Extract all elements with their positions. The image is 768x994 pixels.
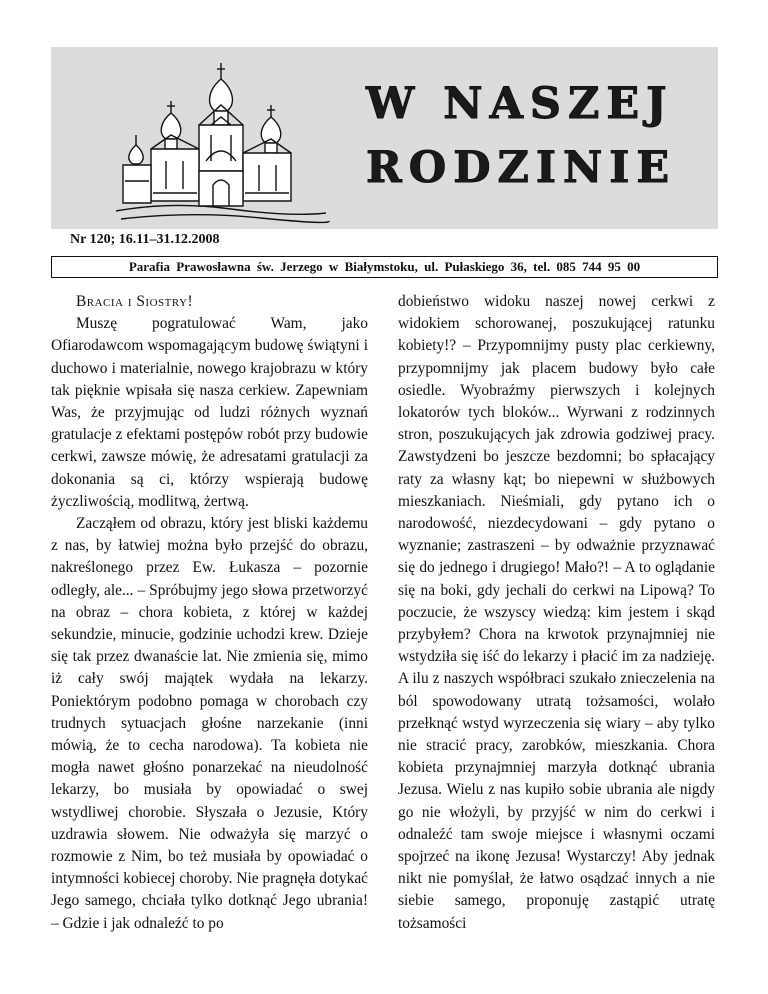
article-paragraph-continued: dobieństwo widoku naszej nowej cerkwi z widokiem schorowanej, poszukującej ratunku kobiety!? – Przypomnijmy pusty plac cerkiewny, przypomnijmy jak placem budowy było całe osiedle. Wyobraźmy pierwszych i kolejnych lokatorów tych bloków... Wyrwani z rodzinnych stron, poszukujących jak zdrowia godziwej pracy. Zawstydzeni bo jeszcze bezdomni; bo spłacający raty za własny kąt; bo niepewni w służbowych mieszkaniach. Nieśmiali, gdy pytano ich o narodowość, niezdecydowani – gdy pytano o wyznanie; zastraszeni – by odważnie przyznawać się do jednego i drugiego! Mało?! – A to oglądanie się na boki, gdy jechali do cerkwi na Lipową? To poczucie, że wszyscy wiedzą: kim jestem i skąd przybyłem? Chora na krwotok przynajmniej nie wstydziła się iść do lekarzy i płacić im za nadzieję. A ilu z naszych współbraci szukało znieczelenia na ból spowodowany utratą tożsamości, wolało przełknąć wstyd wyrzeczenia się wiary – aby tylko nie stracić pracy, zarobków, mieszkania. Chora kobieta przynajmniej marzyła dotknąć ubrania Jezusa. Wielu z nas kupiło sobie ubrania ale nigdy go nie włożyli, by przyjść w nim do cerkwi i odnaleźć tam swoje miejsce i własnymi oczami spojrzeć na ikonę Jezusa! Wystarczy! Aby jednak nikt nie pomyślał, że łatwo osądzać innych a nie siebie samego, proponuję zastąpić utratę tożsamości xyxy=(398,293,715,932)
article-column-left xyxy=(51,291,368,935)
issue-number-date: Nr 120; 16.11–31.12.2008 xyxy=(70,232,220,247)
parish-address-bar: Parafia Prawosławna św. Jerzego w Białymstoku, ul. Pułaskiego 36, tel. 085 744 95 00 xyxy=(51,256,718,278)
article-column-right xyxy=(398,291,715,935)
masthead xyxy=(51,47,718,229)
newsletter-title-line2: RODZINIE xyxy=(366,143,677,193)
article-heading: Bracia i Siostry! xyxy=(76,293,194,310)
newsletter-title-line1: W NASZEJ xyxy=(366,79,674,129)
church-illustration xyxy=(111,61,331,226)
article-paragraph: Muszę pogratulować Wam, jako Ofiarodawcom wspomagającym budowę świątyni i duchowo i materialnie, nowego krajobrazu w który tak pięknie wpisała się nasza cerkiew. Zapewniam Was, że przyjmując od ludzi różnych wyznań gratulacje z efektami postępów robót przy budowie cerkwi, zawsze mówię, że adresatami gratulacji za dokonania są ci, którzy wspierają budowę życzliwością, modlitwą, żertwą. xyxy=(51,315,368,510)
article-paragraph: Zacząłem od obrazu, który jest bliski każdemu z nas, by łatwiej można było przejść do obrazu, nakreślonego przez Ew. Łukasza – pozornie odległy, ale... – Spróbujmy jego słowa przetworzyć na obraz – chora kobieta, z której w każdej sekundzie, minucie, godzinie uchodzi krew. Dzieje się tak przez dwanaście lat. Nie zmienia się, mimo iż cały swój majątek wydała na lekarzy. Poniektórym podobno pomaga w chorobach czy trudnych sytuacjach głośne narzekanie (inni mówią, że to cecha narodowa). Ta kobieta nie mogła nawet głośno ponarzekać na nieudolność lekarzy, bo musiała by opowiadać o swej wstydliwej chorobie. Słyszała o Jezusie, Który uzdrawia słowem. Nie odważyła się marzyć o rozmowie z Nim, bo też musiała by opowiadać o intymności kobiecej choroby. Nie pragnęła dotykać Jego samego, chciała tylko dotknąć Jego ubrania! – Gdzie i jak odnaleźć to po xyxy=(51,515,368,932)
